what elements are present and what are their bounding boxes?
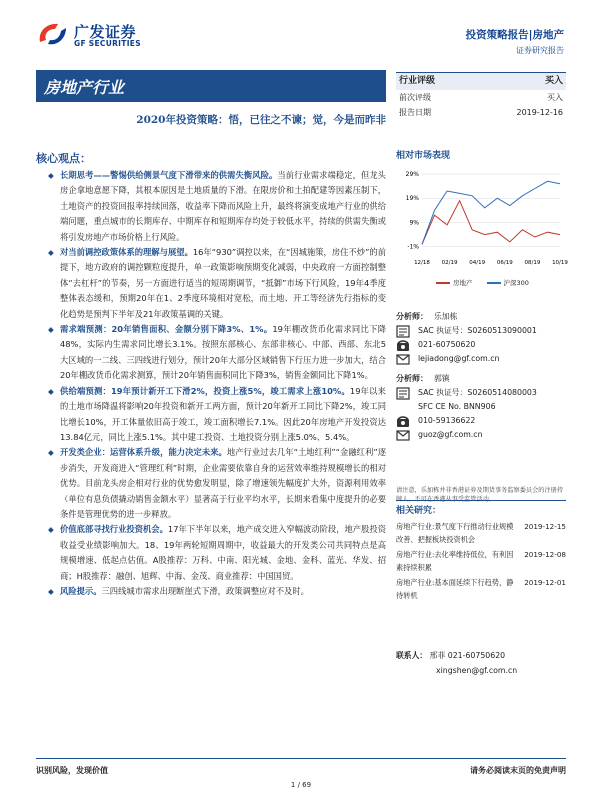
x-tick-label: 08/19 (524, 260, 541, 266)
bullet-text: 地产行业过去几年“土地红利”“金融红利”逐步消失，开发商进入“管理红利”时期，企业需要依靠自身的运营效率维持规模增长的相对优势。目前龙头房企相对行业的优势愈发明显，除了增速领先幅度扩大外，资源利用效率（单位有息负债撬动销售金额水平）显著高于行业平均水平，长期来看集中度提升的必要条件是管理优势的进一步释放。 (60, 447, 386, 519)
bullet-item (48, 584, 386, 599)
y-tick-label: 19% (405, 195, 419, 203)
bullet-text: 17年下半年以来，地产成交进入窄幅波动阶段，地产股投资收益受业绩影响加大。18、19年两轮短期周期中，收益最大的开发类公司共同特点是高规模增速、低起点估值。A股推荐：万科、中南、阳光城、金地、金科、蓝光、华发、招商；H股推荐：融创、旭辉、中海、金茂、商业推荐：中国国贸。 (60, 524, 386, 581)
x-tick-label: 04/19 (469, 260, 486, 266)
bullet-item (48, 522, 386, 584)
legend-item (436, 278, 473, 287)
bullet-text: 19年棚改货币化需求同比下降48%，实际内生需求同比增长3.1%。按照东部核心、东部非核心、中部、西部、东北5大区域的一二线、三四线进行划分，预计20年大部分区域销售下行压力进一步加大，结合20年棚改货币化需求测算，预计20年销售面积同比下降3%，销售金额同比下降1%。 (60, 324, 386, 381)
analyst-name: 郭镇 (434, 374, 450, 383)
core-view-title: 核心观点： (36, 152, 91, 165)
report-subtype: 证券研究报告 (516, 46, 564, 55)
relative-performance-chart (396, 148, 566, 298)
email-icon (396, 353, 410, 366)
analyst-sac-row (396, 386, 566, 400)
analyst-email-row (396, 352, 566, 366)
report-type: 投资策略报告|房地产 (465, 29, 564, 41)
bullet-text: 当前行业需求端稳定，但龙头房企拿地意愿下降，其根本原因是土地质量的下滑。在限房价和土拍配建等因素压制下，土地资产的投资回报率持续回落，收益率下降而风险上升，最终将演变成地产行业的供给端问题，重点城市的长期库存、中期库存和短期库存均处于较低水平，持续的供需失衡或将引发房地产市场价格上行风险。 (60, 170, 386, 242)
contact-block (396, 648, 566, 678)
prev-rating-label: 前次评级 (399, 93, 431, 102)
phone-icon (396, 339, 410, 352)
industry-banner (36, 70, 386, 102)
x-tick-label: 10/19 (552, 260, 568, 266)
bullet-heading: 需求端预测：20年销售面积、金额分别下降3%、1%。 (60, 324, 273, 335)
analyst-name-row (396, 372, 566, 386)
chart-title: 相对市场表现 (396, 151, 451, 161)
rating-label: 行业评级 (399, 76, 436, 86)
related-item-date: 2019-12-15 (524, 522, 566, 531)
footer-slogan: 识别风险，发现价值 (36, 766, 108, 775)
legend-swatch (436, 282, 450, 284)
analyst-phone-row (396, 414, 566, 428)
id-card-icon (396, 387, 410, 400)
rating-row (396, 73, 566, 90)
y-tick-label: 29% (405, 171, 419, 178)
bullet-item (48, 322, 386, 384)
chart-svg (396, 168, 566, 276)
page-number: 1 / 69 (290, 781, 312, 789)
contact-label: 联系人： (396, 651, 428, 660)
analyst-name-row (396, 310, 566, 324)
related-item-title: 房地产行业:景气度下行推动行业规模改善、把握板块投资机会 (396, 522, 514, 544)
industry-title: 房地产行业 (44, 78, 125, 97)
logo-mark-icon (36, 20, 70, 48)
core-bullets (48, 168, 386, 599)
analyst-phone-row (396, 338, 566, 352)
company-logo (36, 20, 161, 48)
id-card-icon (396, 325, 410, 338)
related-item-title: 房地产行业:去化率维持低位，有利因素持续积累 (396, 550, 514, 572)
related-item-date: 2019-12-01 (524, 578, 566, 587)
y-tick-label: -1% (407, 243, 419, 251)
analyst-sac-row (396, 324, 566, 338)
bullet-heading: 供给端预测：19年预计新开工下滑2%，投资上涨5%，竣工需求上涨10%。 (60, 385, 350, 396)
bullet-heading: 风险提示。 (60, 585, 102, 596)
x-tick-label: 02/19 (441, 260, 458, 266)
related-research (396, 500, 566, 604)
y-tick-label: 9% (409, 219, 419, 227)
analyst-disclaimer: 请注意，乐加栋并非香港证券及期货事务监察委员会的注册持牌人，不可在香港从事受监管活动。 (396, 487, 564, 503)
bullet-text: 19年以来的土地市场降温将影响20年投资和新开工两方面，预计20年新开工同比下降2%，竣工同比增长10%，开工体量依旧高于竣工，竣工面积增长7.1%。因此20年房地产开发投资达13.84亿元，同比上涨5.1%。其中建工投资、土地投资分别上涨5.0%、5.4%。 (60, 385, 386, 442)
rating-box (396, 72, 566, 120)
legend-item (487, 278, 529, 287)
bullet-heading: 长期思考——警惕供给侧景气度下滑带来的供需失衡风险。 (60, 170, 278, 180)
bullet-item (48, 168, 386, 245)
bullet-heading: 对当前调控政策体系的理解与展望。 (60, 247, 193, 258)
email-icon (396, 429, 410, 442)
x-tick-label: 06/19 (496, 260, 513, 266)
contact-email[interactable]: xingshen@gf.com.cn (436, 666, 518, 675)
phone-icon (396, 415, 410, 428)
report-date-row (396, 105, 566, 120)
related-item[interactable] (396, 548, 566, 574)
rating-panel (396, 72, 566, 120)
analyst-sfc: SFC CE No. BNN906 (418, 402, 496, 411)
legend-label: 沪深300 (503, 279, 529, 287)
prev-rating-value: 买入 (547, 93, 563, 102)
chart-legend (436, 278, 529, 287)
page-footer (36, 758, 566, 789)
analyst-email[interactable]: lejiadong@gf.com.cn (418, 354, 500, 363)
rating-value: 买入 (544, 76, 563, 86)
contact-line (396, 648, 566, 663)
bullet-item (48, 245, 386, 322)
report-headline: 2020年投资策略：悟，已往之不谏；觉，今是而昨非 (136, 114, 386, 126)
report-date-value: 2019-12-16 (516, 108, 563, 117)
bullet-text: 16年“930”调控以来，在“因城施策，房住不炒”的前提下，地方政府的调控颗粒度提升，单一政策影响预期变化减弱，中央政府一方面控制整体“去杠杆”的节奏，另一方面进行适当的短周期调节，“抵御”市场下行风险，19年4季度整体表态缓和，预期20年在1、2季度环境相对宽松，而土地、开工等经济先行指标的变化趋势是预判下半年及21年政策基调的关键。 (60, 247, 386, 319)
analyst-sfc-row (396, 400, 566, 414)
bullet-heading: 开发类企业：运营体系升级，能力决定未来。 (60, 447, 227, 458)
analyst-phone: 010-59136622 (418, 416, 476, 425)
analyst-email[interactable]: guoz@gf.com.cn (418, 430, 483, 439)
bullet-heading: 价值底部寻找行业投资机会。 (60, 524, 168, 535)
x-tick-label: 12/18 (414, 260, 430, 266)
report-date-label: 报告日期 (399, 108, 431, 117)
analyst-label: 分析师： (396, 312, 428, 321)
bullet-text: 三四线城市需求出现断崖式下滑，政策调整应对不及时。 (101, 585, 309, 596)
analyst-phone: 021-60750620 (418, 340, 476, 349)
bullet-item (48, 384, 386, 446)
related-item[interactable] (396, 520, 566, 546)
related-item-title: 房地产行业:基本面延续下行趋势，静待转机 (396, 578, 514, 600)
analyst-panel (396, 310, 566, 442)
related-title: 相关研究： (396, 500, 566, 516)
bullet-item (48, 445, 386, 522)
analyst-email-row (396, 428, 566, 442)
analyst-name: 乐加栋 (434, 312, 458, 321)
related-item-date: 2019-12-08 (524, 550, 566, 559)
footer-disclaimer: 请务必阅读末页的免责声明 (470, 766, 566, 775)
logo-text-en: GF SECURITIES (74, 39, 141, 48)
page-header (0, 0, 600, 62)
analyst-sac: SAC 执证号：S0260514080003 (418, 388, 537, 397)
analyst-label: 分析师： (396, 374, 428, 383)
related-item[interactable] (396, 576, 566, 602)
legend-swatch (487, 282, 501, 284)
contact-name-phone: 邢菲 021-60750620 (429, 651, 506, 660)
logo-text-cn: 广发证券 (74, 23, 137, 41)
prev-rating-row (396, 90, 566, 105)
analyst-sac: SAC 执证号：S0260513090001 (418, 326, 537, 335)
legend-label: 房地产 (453, 279, 473, 287)
